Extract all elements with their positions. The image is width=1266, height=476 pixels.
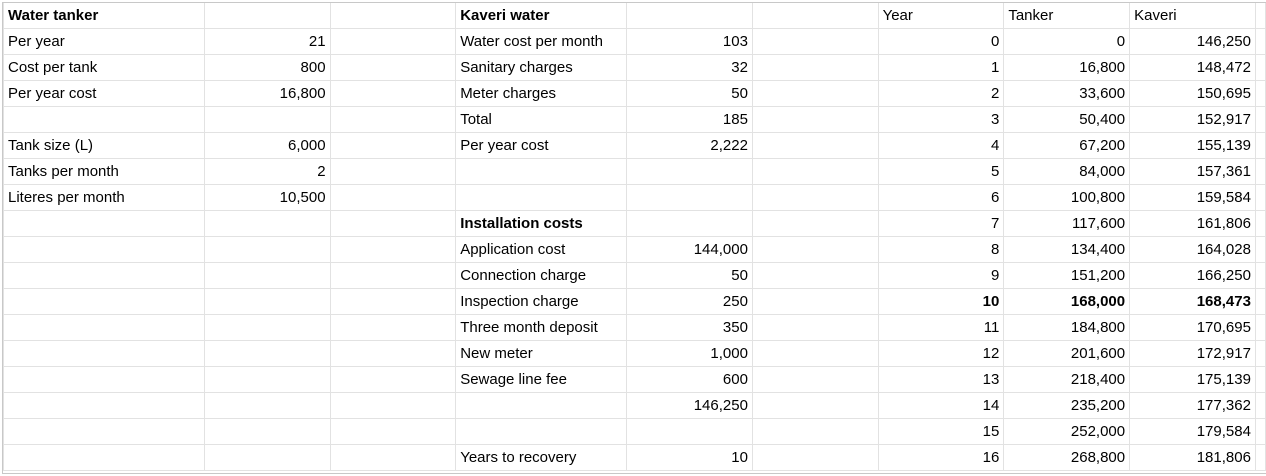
sheet-row [4,29,1266,55]
sheet-cell[interactable]: 1,000 [627,341,753,367]
sheet-cell[interactable]: 103 [627,29,753,55]
sheet-cell[interactable] [752,367,878,393]
spreadsheet-body [4,3,1266,471]
sheet-cell[interactable] [4,211,205,237]
sheet-cell[interactable] [330,341,456,367]
sheet-row [4,159,1266,185]
sheet-cell[interactable]: Kaveri [1130,3,1256,29]
sheet-cell[interactable]: 144,000 [627,237,753,263]
sheet-cell[interactable]: Application cost [456,237,627,263]
sheet-cell[interactable]: 146,250 [627,393,753,419]
sheet-cell[interactable] [627,185,753,211]
sheet-cell[interactable] [4,445,205,471]
sheet-cell[interactable] [330,3,456,29]
sheet-cell[interactable] [330,315,456,341]
sheet-cell[interactable]: 2 [204,159,330,185]
sheet-cell[interactable]: 168,473 [1130,289,1256,315]
sheet-cell[interactable] [456,393,627,419]
sheet-row [4,107,1266,133]
sheet-row [4,445,1266,471]
sheet-cell[interactable]: 185 [627,107,753,133]
sheet-cell[interactable] [752,29,878,55]
sheet-cell[interactable] [204,445,330,471]
sheet-cell[interactable] [752,289,878,315]
sheet-cell[interactable]: 179,584 [1130,419,1256,445]
sheet-cell[interactable]: 170,695 [1130,315,1256,341]
sheet-cell[interactable] [330,445,456,471]
sheet-cell[interactable] [204,419,330,445]
sheet-cell[interactable] [330,393,456,419]
sheet-cell[interactable]: 100,800 [1004,185,1130,211]
sheet-cell[interactable]: Total [456,107,627,133]
sheet-cell[interactable]: Per year [4,29,205,55]
sheet-cell[interactable] [752,237,878,263]
sheet-cell[interactable] [1255,367,1265,393]
sheet-row [4,315,1266,341]
sheet-cell[interactable] [627,419,753,445]
sheet-cell[interactable] [1255,315,1265,341]
sheet-cell[interactable]: 155,139 [1130,133,1256,159]
sheet-row [4,133,1266,159]
sheet-cell[interactable] [4,107,205,133]
sheet-cell[interactable]: 2,222 [627,133,753,159]
sheet-cell[interactable]: 32 [627,55,753,81]
sheet-cell[interactable]: 166,250 [1130,263,1256,289]
sheet-cell[interactable]: 7 [878,211,1004,237]
sheet-cell[interactable]: Per year cost [4,81,205,107]
sheet-cell[interactable] [627,3,753,29]
sheet-cell[interactable] [330,263,456,289]
sheet-cell[interactable]: Year [878,3,1004,29]
sheet-cell[interactable]: 218,400 [1004,367,1130,393]
sheet-cell[interactable]: 164,028 [1130,237,1256,263]
sheet-row [4,55,1266,81]
sheet-cell[interactable] [1255,107,1265,133]
sheet-cell[interactable]: 15 [878,419,1004,445]
sheet-cell[interactable]: 16,800 [204,81,330,107]
sheet-cell[interactable]: 9 [878,263,1004,289]
sheet-cell[interactable]: 0 [1004,29,1130,55]
sheet-cell[interactable] [1255,263,1265,289]
sheet-cell[interactable]: 84,000 [1004,159,1130,185]
sheet-cell[interactable]: 50 [627,263,753,289]
sheet-cell[interactable]: 14 [878,393,1004,419]
sheet-row [4,289,1266,315]
sheet-cell[interactable]: Kaveri water [456,3,627,29]
sheet-cell[interactable]: 12 [878,341,1004,367]
sheet-cell[interactable]: Water cost per month [456,29,627,55]
sheet-cell[interactable]: 172,917 [1130,341,1256,367]
sheet-cell[interactable]: 50,400 [1004,107,1130,133]
sheet-cell[interactable]: 600 [627,367,753,393]
sheet-cell[interactable]: 6 [878,185,1004,211]
sheet-cell[interactable]: 157,361 [1130,159,1256,185]
sheet-cell[interactable] [330,133,456,159]
sheet-cell[interactable] [330,29,456,55]
sheet-row [4,419,1266,445]
sheet-cell[interactable]: 2 [878,81,1004,107]
sheet-cell[interactable]: 33,600 [1004,81,1130,107]
sheet-cell[interactable]: 181,806 [1130,445,1256,471]
sheet-cell[interactable]: Water tanker [4,3,205,29]
sheet-cell[interactable]: 134,400 [1004,237,1130,263]
sheet-cell[interactable]: 10,500 [204,185,330,211]
sheet-cell[interactable] [330,211,456,237]
sheet-cell[interactable] [752,159,878,185]
sheet-cell[interactable]: 10 [878,289,1004,315]
sheet-cell[interactable] [752,81,878,107]
sheet-cell[interactable] [1255,393,1265,419]
sheet-row [4,263,1266,289]
sheet-cell[interactable]: 13 [878,367,1004,393]
sheet-cell[interactable] [204,393,330,419]
sheet-cell[interactable] [752,263,878,289]
sheet-cell[interactable] [752,341,878,367]
sheet-cell[interactable]: 148,472 [1130,55,1256,81]
sheet-cell[interactable]: 268,800 [1004,445,1130,471]
sheet-cell[interactable] [752,55,878,81]
sheet-cell[interactable] [4,315,205,341]
sheet-cell[interactable] [4,341,205,367]
sheet-row [4,237,1266,263]
sheet-cell[interactable]: Sanitary charges [456,55,627,81]
sheet-cell[interactable]: 800 [204,55,330,81]
sheet-cell[interactable] [330,81,456,107]
sheet-cell[interactable] [627,211,753,237]
sheet-cell[interactable] [204,107,330,133]
sheet-cell[interactable] [1255,3,1265,29]
sheet-cell[interactable] [204,341,330,367]
sheet-cell[interactable] [1255,133,1265,159]
sheet-cell[interactable] [4,367,205,393]
sheet-cell[interactable] [330,237,456,263]
sheet-cell[interactable]: 235,200 [1004,393,1130,419]
sheet-cell[interactable] [752,315,878,341]
sheet-cell[interactable]: Literes per month [4,185,205,211]
sheet-cell[interactable]: New meter [456,341,627,367]
sheet-cell[interactable] [1255,159,1265,185]
sheet-cell[interactable] [330,367,456,393]
sheet-cell[interactable]: 21 [204,29,330,55]
spreadsheet-grid [2,2,1266,474]
sheet-cell[interactable] [752,185,878,211]
sheet-cell[interactable]: 16,800 [1004,55,1130,81]
sheet-cell[interactable]: 50 [627,81,753,107]
sheet-cell[interactable] [330,419,456,445]
sheet-cell[interactable] [4,263,205,289]
sheet-cell[interactable]: Meter charges [456,81,627,107]
sheet-cell[interactable] [1255,55,1265,81]
sheet-cell[interactable] [1255,445,1265,471]
sheet-cell[interactable]: Inspection charge [456,289,627,315]
sheet-cell[interactable] [1255,185,1265,211]
sheet-cell[interactable] [1255,211,1265,237]
sheet-cell[interactable] [752,419,878,445]
sheet-cell[interactable] [627,159,753,185]
sheet-cell[interactable]: 350 [627,315,753,341]
sheet-cell[interactable] [330,55,456,81]
sheet-cell[interactable] [456,159,627,185]
sheet-row [4,81,1266,107]
sheet-cell[interactable] [752,3,878,29]
sheet-cell[interactable] [1255,29,1265,55]
sheet-cell[interactable]: 161,806 [1130,211,1256,237]
sheet-cell[interactable]: Tank size (L) [4,133,205,159]
sheet-cell[interactable]: Years to recovery [456,445,627,471]
sheet-cell[interactable]: Sewage line fee [456,367,627,393]
sheet-cell[interactable]: 177,362 [1130,393,1256,419]
sheet-cell[interactable] [752,133,878,159]
sheet-cell[interactable] [1255,341,1265,367]
sheet-cell[interactable]: 5 [878,159,1004,185]
sheet-row [4,341,1266,367]
sheet-cell[interactable] [752,393,878,419]
sheet-cell[interactable]: 8 [878,237,1004,263]
sheet-cell[interactable] [204,263,330,289]
sheet-row [4,3,1266,29]
spreadsheet-table [3,3,1266,471]
sheet-cell[interactable]: Installation costs [456,211,627,237]
sheet-cell[interactable]: 3 [878,107,1004,133]
sheet-cell[interactable]: 146,250 [1130,29,1256,55]
sheet-row [4,185,1266,211]
sheet-cell[interactable]: 16 [878,445,1004,471]
sheet-cell[interactable]: Tanks per month [4,159,205,185]
sheet-cell[interactable] [204,367,330,393]
sheet-cell[interactable]: 175,139 [1130,367,1256,393]
sheet-cell[interactable] [456,185,627,211]
sheet-cell[interactable] [330,185,456,211]
sheet-cell[interactable] [752,445,878,471]
sheet-cell[interactable]: 250 [627,289,753,315]
sheet-cell[interactable] [204,237,330,263]
sheet-cell[interactable]: 10 [627,445,753,471]
sheet-cell[interactable]: Per year cost [456,133,627,159]
sheet-row [4,393,1266,419]
sheet-cell[interactable] [1255,419,1265,445]
sheet-cell[interactable]: Connection charge [456,263,627,289]
sheet-cell[interactable] [1255,237,1265,263]
sheet-cell[interactable]: 0 [878,29,1004,55]
sheet-cell[interactable] [330,289,456,315]
sheet-cell[interactable]: 151,200 [1004,263,1130,289]
sheet-cell[interactable]: Three month deposit [456,315,627,341]
sheet-cell[interactable]: 67,200 [1004,133,1130,159]
sheet-cell[interactable] [330,107,456,133]
sheet-cell[interactable]: 1 [878,55,1004,81]
sheet-cell[interactable]: 201,600 [1004,341,1130,367]
sheet-cell[interactable] [330,159,456,185]
sheet-cell[interactable] [4,289,205,315]
sheet-cell[interactable]: 11 [878,315,1004,341]
sheet-cell[interactable]: 6,000 [204,133,330,159]
sheet-cell[interactable] [456,419,627,445]
sheet-cell[interactable] [204,3,330,29]
sheet-cell[interactable]: 252,000 [1004,419,1130,445]
sheet-cell[interactable] [204,211,330,237]
sheet-cell[interactable] [204,289,330,315]
sheet-cell[interactable]: 168,000 [1004,289,1130,315]
sheet-row [4,211,1266,237]
sheet-cell[interactable] [752,107,878,133]
sheet-cell[interactable]: 150,695 [1130,81,1256,107]
sheet-cell[interactable]: 152,917 [1130,107,1256,133]
sheet-cell[interactable]: 159,584 [1130,185,1256,211]
sheet-cell[interactable] [1255,289,1265,315]
sheet-cell[interactable]: 4 [878,133,1004,159]
sheet-cell[interactable] [1255,81,1265,107]
sheet-row [4,367,1266,393]
sheet-cell[interactable] [4,393,205,419]
sheet-cell[interactable] [204,315,330,341]
sheet-cell[interactable]: Tanker [1004,3,1130,29]
sheet-cell[interactable] [752,211,878,237]
sheet-cell[interactable]: 184,800 [1004,315,1130,341]
sheet-cell[interactable]: Cost per tank [4,55,205,81]
sheet-cell[interactable] [4,237,205,263]
sheet-cell[interactable]: 117,600 [1004,211,1130,237]
sheet-cell[interactable] [4,419,205,445]
